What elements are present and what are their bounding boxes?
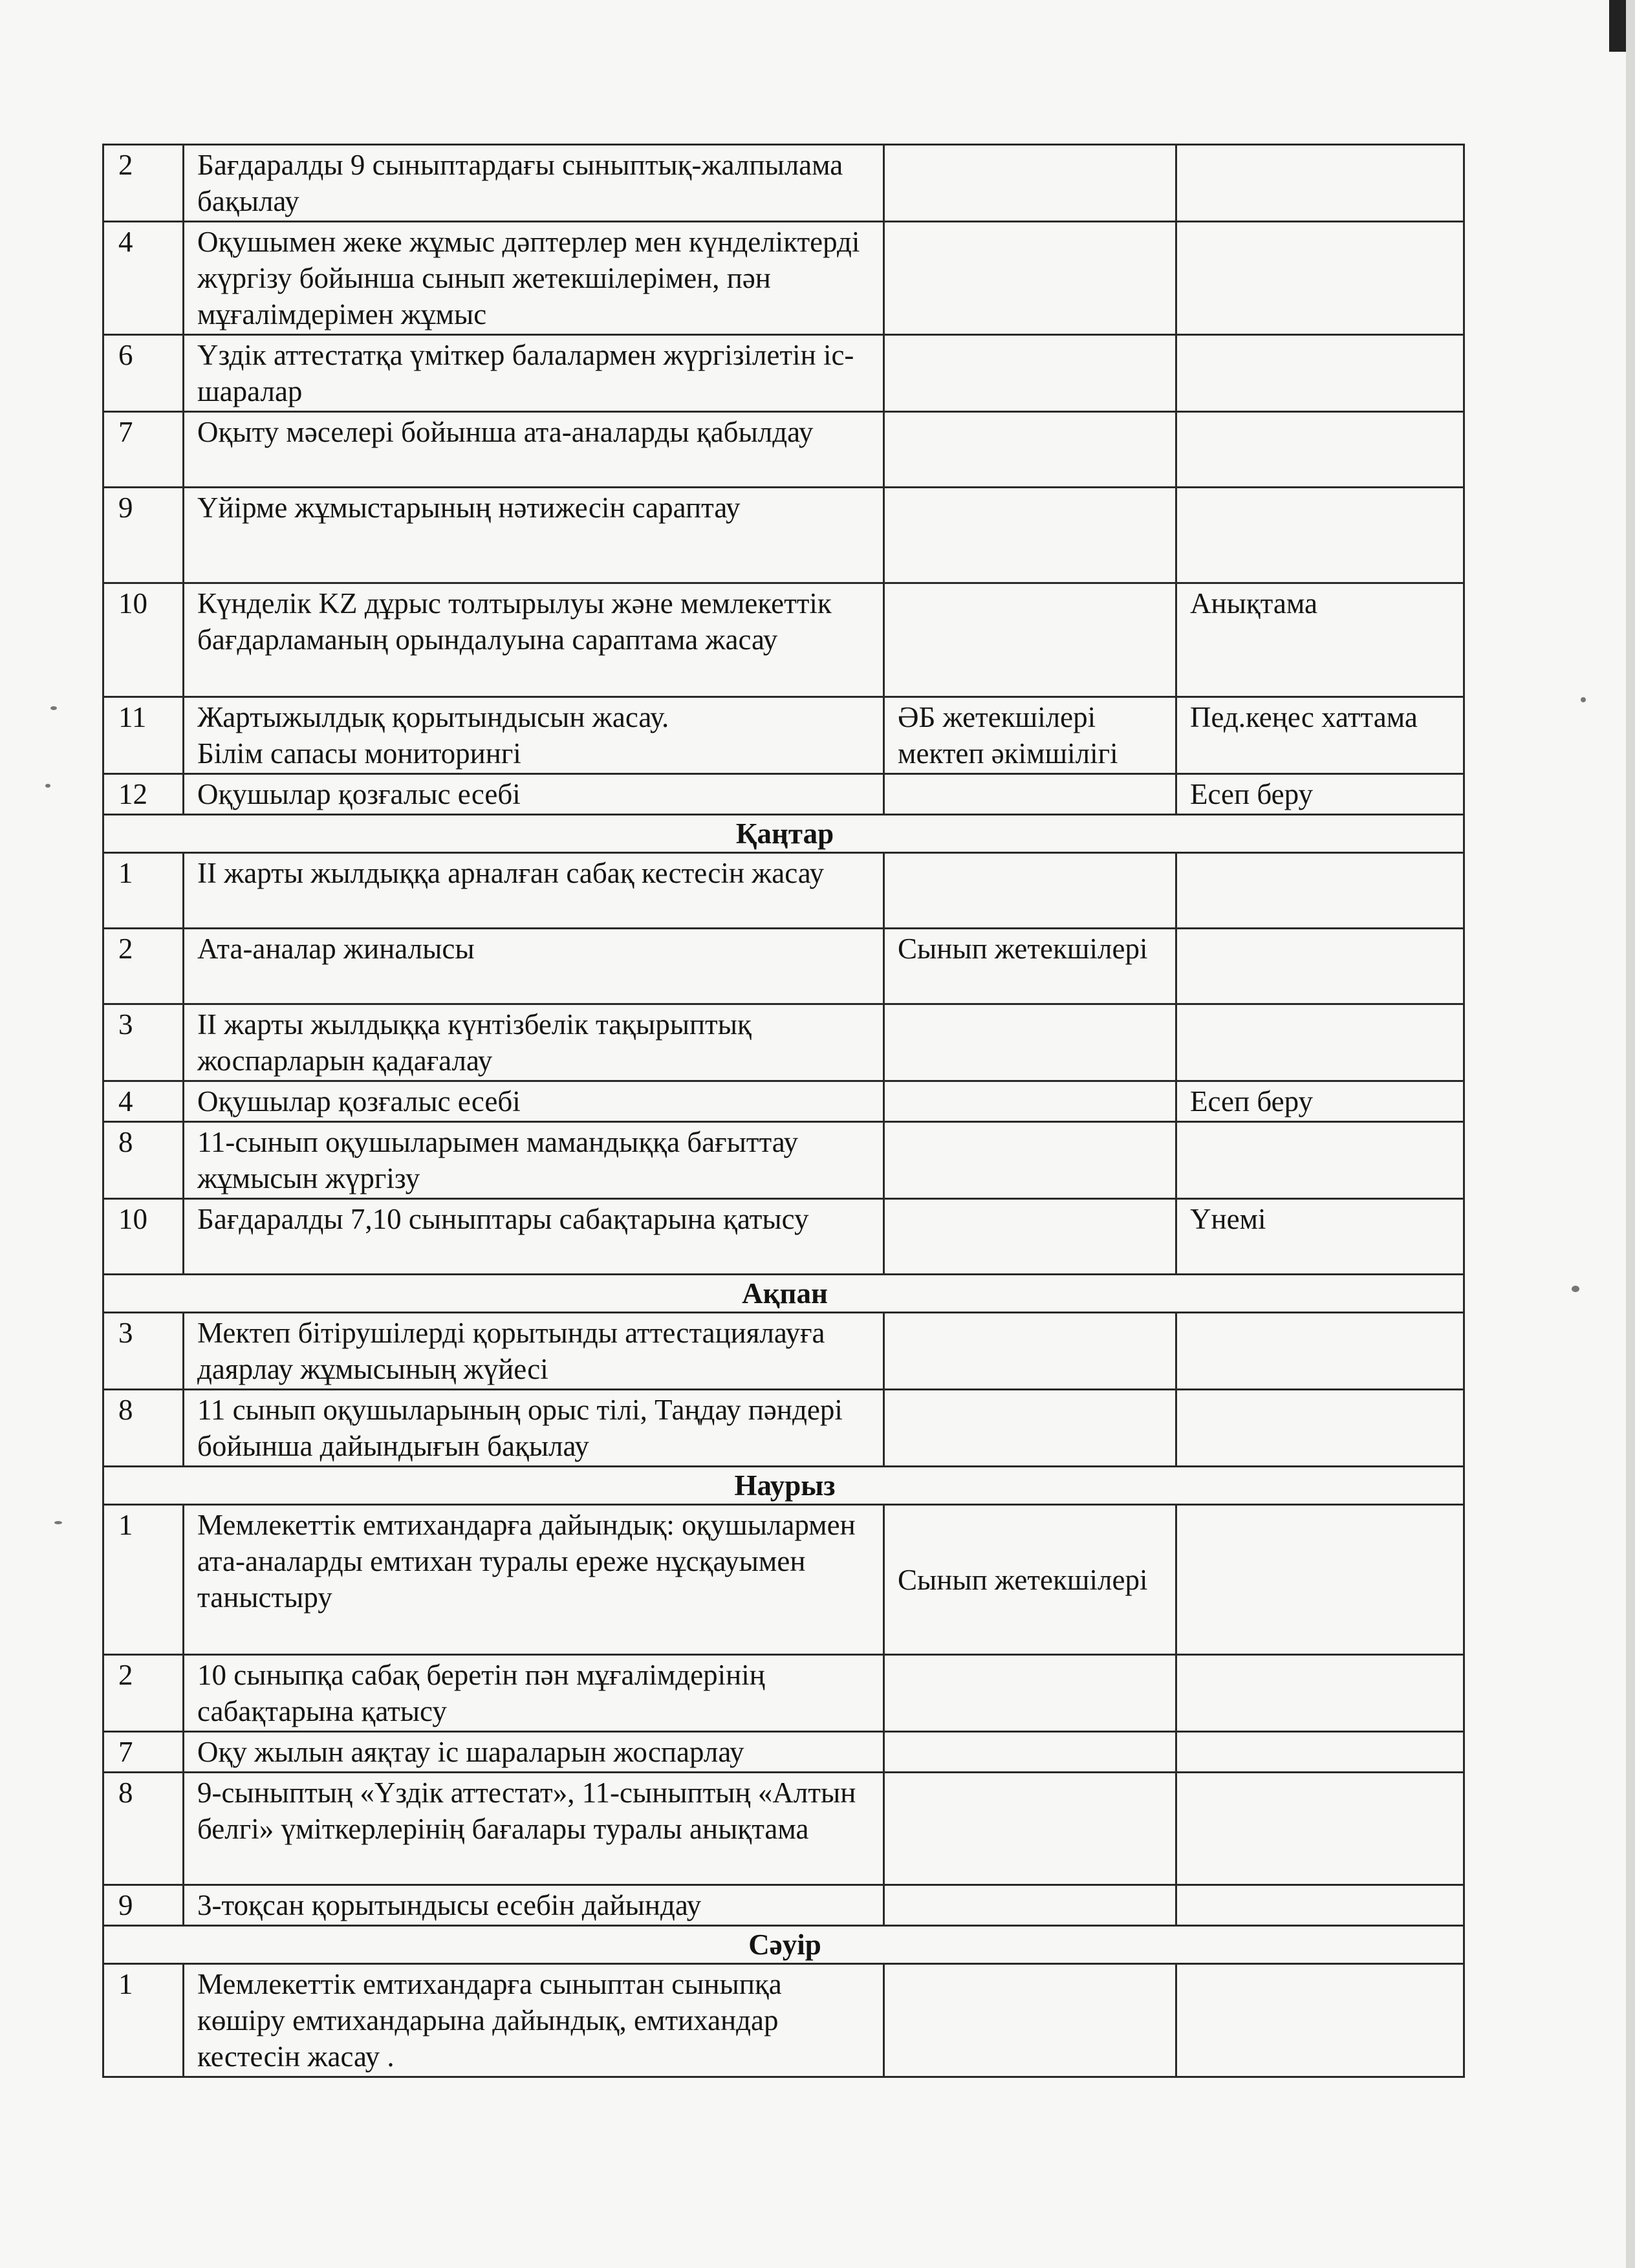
task-cell: 9-сыныптың «Үздік аттестат», 11-сыныптың «Алтын белгі» үміткерлерінің бағалары туралы анықтама: [184, 1773, 884, 1885]
form-cell: [1176, 1885, 1464, 1926]
plan-table: [102, 144, 1465, 2078]
responsible-cell: [884, 1885, 1176, 1926]
responsible-cell: [884, 1964, 1176, 2077]
row-number: 2: [103, 1655, 184, 1732]
month-header-row: [103, 1275, 1464, 1313]
task-cell: Бағдаралды 9 сыныптардағы сыныптық-жалпылама бақылау: [184, 145, 884, 222]
form-cell: Есеп беру: [1176, 1081, 1464, 1122]
task-cell: Ата-аналар жиналысы: [184, 929, 884, 1004]
row-number: 12: [103, 774, 184, 815]
month-heading: Сәуір: [103, 1926, 1464, 1964]
month-header-row: [103, 1926, 1464, 1964]
table-row: [103, 488, 1464, 583]
scan-speck: [1581, 697, 1586, 702]
task-cell: 11 сынып оқушыларының орыс тілі, Таңдау пәндері бойынша дайындығын бақылау: [184, 1390, 884, 1467]
month-heading: Ақпан: [103, 1275, 1464, 1313]
form-cell: Пед.кеңес хаттама: [1176, 697, 1464, 774]
responsible-cell: Сынып жетекшілері: [884, 1505, 1176, 1655]
row-number: 8: [103, 1773, 184, 1885]
form-cell: [1176, 488, 1464, 583]
task-cell: Оқушымен жеке жұмыс дәптерлер мен күнделіктерді жүргізу бойынша сынып жетекшілерімен, пән мұғалімдерімен жұмыс: [184, 222, 884, 335]
responsible-cell: [884, 1655, 1176, 1732]
table-row: [103, 853, 1464, 929]
form-cell: [1176, 1732, 1464, 1773]
responsible-cell: [884, 145, 1176, 222]
responsible-cell: [884, 853, 1176, 929]
task-cell: 11-сынып оқушыларымен мамандыққа бағыттау жұмысын жүргізу: [184, 1122, 884, 1199]
task-cell: Оқушылар қозғалыс есебі: [184, 1081, 884, 1122]
task-cell: Үйірме жұмыстарының нәтижесін сараптау: [184, 488, 884, 583]
task-cell: Оқушылар қозғалыс есебі: [184, 774, 884, 815]
month-header-row: [103, 815, 1464, 853]
form-cell: [1176, 1390, 1464, 1467]
form-cell: [1176, 1122, 1464, 1199]
form-cell: Есеп беру: [1176, 774, 1464, 815]
table-row: [103, 412, 1464, 488]
responsible-cell: [884, 1122, 1176, 1199]
row-number: 2: [103, 929, 184, 1004]
task-cell: Мемлекеттік емтихандарға дайындық: оқушылармен ата-аналарды емтихан туралы ереже нұсқауымен таныстыру: [184, 1505, 884, 1655]
responsible-cell: Сынып жетекшілері: [884, 929, 1176, 1004]
row-number: 9: [103, 488, 184, 583]
table-row: [103, 697, 1464, 774]
form-cell: [1176, 1004, 1464, 1081]
table-row: [103, 1964, 1464, 2077]
form-cell: [1176, 412, 1464, 488]
scan-page-edge: [1626, 0, 1635, 2268]
table-row: [103, 929, 1464, 1004]
responsible-cell: ӘБ жетекшілері мектеп әкімшілігі: [884, 697, 1176, 774]
row-number: 8: [103, 1390, 184, 1467]
row-number: 7: [103, 1732, 184, 1773]
form-cell: [1176, 1773, 1464, 1885]
scan-speck: [1572, 1286, 1579, 1292]
task-cell: Мемлекеттік емтихандарға сыныптан сыныпқа көшіру емтихандарына дайындық, емтихандар кестесін жасау .: [184, 1964, 884, 2077]
form-cell: [1176, 1313, 1464, 1390]
task-cell: Бағдаралды 7,10 сыныптары сабақтарына қатысу: [184, 1199, 884, 1275]
task-cell: Үздік аттестатқа үміткер балалармен жүргізілетін іс-шаралар: [184, 335, 884, 412]
task-cell: ІІ жарты жылдыққа арналған сабақ кестесін жасау: [184, 853, 884, 929]
responsible-cell: [884, 1390, 1176, 1467]
task-cell: 10 сыныпқа сабақ беретін пән мұғалімдерінің сабақтарына қатысу: [184, 1655, 884, 1732]
row-number: 7: [103, 412, 184, 488]
table-row: [103, 222, 1464, 335]
table-row: [103, 1885, 1464, 1926]
table-row: [103, 145, 1464, 222]
table-row: [103, 1655, 1464, 1732]
row-number: 4: [103, 1081, 184, 1122]
row-number: 3: [103, 1004, 184, 1081]
form-cell: [1176, 1655, 1464, 1732]
form-cell: [1176, 222, 1464, 335]
responsible-cell: [884, 1773, 1176, 1885]
form-cell: [1176, 1505, 1464, 1655]
month-heading: Қаңтар: [103, 815, 1464, 853]
task-cell: Оқу жылын аяқтау іс шараларын жоспарлау: [184, 1732, 884, 1773]
table-row: [103, 1004, 1464, 1081]
responsible-cell: [884, 1004, 1176, 1081]
row-number: 6: [103, 335, 184, 412]
scan-speck: [45, 784, 50, 788]
form-cell: Анықтама: [1176, 583, 1464, 697]
responsible-cell: [884, 1732, 1176, 1773]
month-header-row: [103, 1467, 1464, 1505]
table-row: [103, 1773, 1464, 1885]
form-cell: [1176, 145, 1464, 222]
task-cell: Оқыту мәселері бойынша ата-аналарды қабылдау: [184, 412, 884, 488]
responsible-cell: [884, 1313, 1176, 1390]
task-cell: 3-тоқсан қорытындысы есебін дайындау: [184, 1885, 884, 1926]
table-row: [103, 1081, 1464, 1122]
scan-corner-shadow: [1609, 0, 1626, 52]
table-row: [103, 1505, 1464, 1655]
task-cell: ІІ жарты жылдыққа күнтізбелік тақырыптық жоспарларын қадағалау: [184, 1004, 884, 1081]
row-number: 10: [103, 1199, 184, 1275]
table-row: [103, 583, 1464, 697]
task-cell: Мектеп бітірушілерді қорытынды аттестациялауға даярлау жұмысының жүйесі: [184, 1313, 884, 1390]
responsible-cell: [884, 488, 1176, 583]
row-number: 4: [103, 222, 184, 335]
form-cell: [1176, 853, 1464, 929]
form-cell: Үнемі: [1176, 1199, 1464, 1275]
row-number: 3: [103, 1313, 184, 1390]
responsible-cell: [884, 412, 1176, 488]
form-cell: [1176, 929, 1464, 1004]
form-cell: [1176, 1964, 1464, 2077]
task-cell: Күнделік KZ дұрыс толтырылуы және мемлекеттік бағдарламаның орындалуына сараптама жасау: [184, 583, 884, 697]
row-number: 8: [103, 1122, 184, 1199]
table-row: [103, 1732, 1464, 1773]
row-number: 11: [103, 697, 184, 774]
month-heading: Наурыз: [103, 1467, 1464, 1505]
row-number: 2: [103, 145, 184, 222]
scan-speck: [50, 706, 57, 710]
table-row: [103, 1122, 1464, 1199]
row-number: 9: [103, 1885, 184, 1926]
responsible-cell: [884, 1081, 1176, 1122]
responsible-cell: [884, 583, 1176, 697]
task-cell: Жартыжылдық қорытындысын жасау. Білім сапасы мониторингі: [184, 697, 884, 774]
table-row: [103, 335, 1464, 412]
row-number: 10: [103, 583, 184, 697]
form-cell: [1176, 335, 1464, 412]
table-row: [103, 774, 1464, 815]
row-number: 1: [103, 853, 184, 929]
responsible-cell: [884, 222, 1176, 335]
row-number: 1: [103, 1505, 184, 1655]
scan-speck: [54, 1521, 62, 1524]
responsible-cell: [884, 774, 1176, 815]
responsible-cell: [884, 1199, 1176, 1275]
table-row: [103, 1390, 1464, 1467]
table-row: [103, 1313, 1464, 1390]
row-number: 1: [103, 1964, 184, 2077]
responsible-cell: [884, 335, 1176, 412]
table-row: [103, 1199, 1464, 1275]
